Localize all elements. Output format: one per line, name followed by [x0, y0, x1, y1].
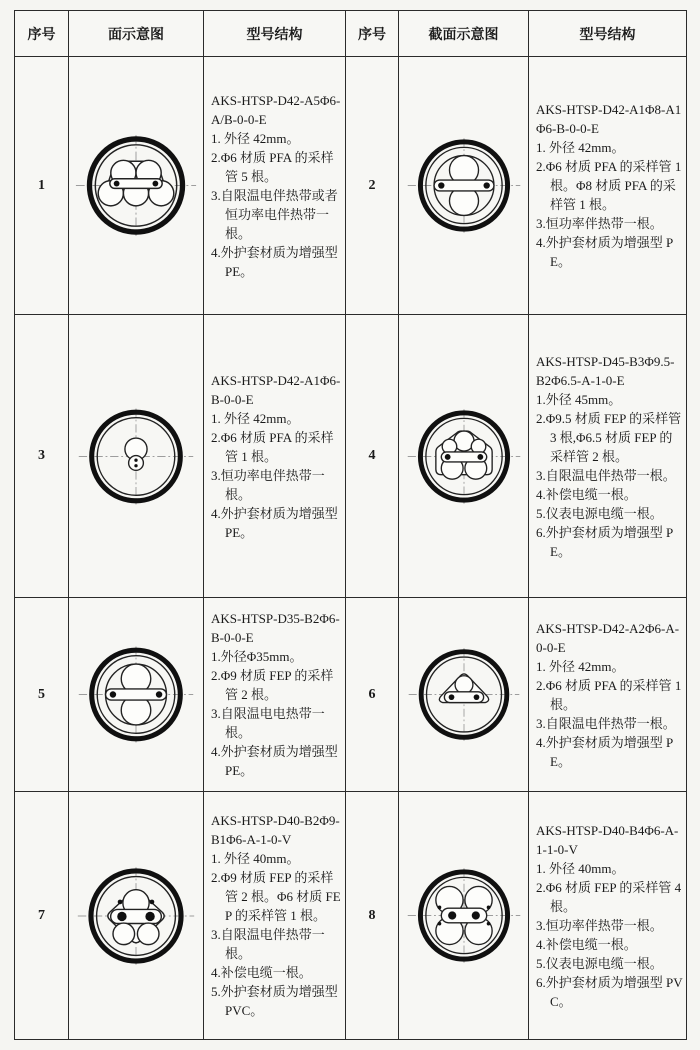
spec-line: 3.自限温电伴热带一根。: [211, 927, 325, 961]
col-header-serial-right: 序号: [346, 11, 399, 57]
cross-section-square-bundle-four-tubes-heat-band-icon: [405, 863, 523, 968]
diagram-cell: [69, 792, 204, 1040]
spec-line: 5.仪表电源电缆一根。: [536, 955, 663, 971]
model-code: AKS-HTSP-D42-A5Φ6-A/B-0-0-E: [211, 92, 341, 127]
model-code: AKS-HTSP-D40-B4Φ6-A-1-1-0-V: [536, 822, 679, 857]
cross-section-round-bundle-two-tubes-heat-band-icon: [405, 133, 523, 238]
model-structure-cell: [204, 57, 346, 315]
spec-list: [536, 390, 683, 561]
spec-line: 3.恒功率伴热带一根。: [536, 216, 663, 231]
spec-line: 1. 外径 42mm。: [211, 410, 300, 426]
spec-line: 4.外护套材质为增强型 PE。: [536, 734, 674, 769]
spec-line: 4.外护套材质为增强型 PE。: [211, 244, 338, 279]
spec-line: 1.外径Φ35mm。: [211, 649, 303, 664]
spec-sheet: [14, 10, 687, 1040]
spec-list: [536, 138, 683, 271]
spec-line: 5.外护套材质为增强型 PVC。: [211, 984, 338, 1018]
spec-list: [211, 849, 342, 1020]
spec-list: [536, 859, 683, 1011]
spec-line: 4.补偿电缆一根。: [211, 965, 312, 980]
serial-number: 6: [346, 598, 399, 792]
spec-line: 2.Φ9 材质 FEP 的采样管 2 根。: [211, 668, 334, 702]
table-header: [15, 11, 687, 57]
model-code: AKS-HTSP-D42-A1Φ6-B-0-0-E: [211, 372, 341, 407]
spec-list: [211, 409, 342, 542]
spec-line: 1.外径 45mm。: [536, 391, 622, 407]
spec-line: 4.补偿电缆一根。: [536, 486, 637, 502]
serial-number: 4: [346, 315, 399, 598]
spec-line: 3.恒功率伴热带一根。: [536, 917, 663, 933]
diagram-cell: [69, 315, 204, 598]
col-header-model-right: 型号结构: [529, 11, 687, 57]
model-code: AKS-HTSP-D42-A1Φ8-A1Φ6-B-0-0-E: [536, 102, 682, 136]
table-row: [15, 598, 687, 792]
model-structure-cell: [529, 792, 687, 1040]
col-header-diagram-right: 截面示意图: [399, 11, 529, 57]
spec-line: 1. 外径 42mm。: [536, 658, 625, 674]
spec-line: 6.外护套材质为增强型 PVC。: [536, 974, 683, 1009]
spec-line: 1. 外径 40mm。: [211, 851, 300, 866]
spec-line: 3.自限温电电热带一根。: [211, 706, 325, 740]
spec-line: 4.外护套材质为增强型 PE。: [536, 235, 674, 269]
spec-line: 2.Φ6 材质 FEP 的采样管 4 根。: [536, 879, 682, 914]
serial-number: 5: [15, 598, 69, 792]
col-header-serial-left: 序号: [15, 11, 69, 57]
diagram-cell: [399, 792, 529, 1040]
diagram-cell: [399, 315, 529, 598]
model-code: AKS-HTSP-D42-A2Φ6-A-0-0-E: [536, 620, 680, 655]
spec-list: [211, 647, 342, 780]
table-row: [15, 315, 687, 598]
spec-line: 1. 外径 42mm。: [211, 130, 300, 146]
table-row: [15, 792, 687, 1040]
col-header-diagram-left: 面示意图: [69, 11, 204, 57]
serial-number: 8: [346, 792, 399, 1040]
model-structure-cell: [529, 57, 687, 315]
cross-section-pentagon-bundle-five-tubes-heat-band-icon: [405, 404, 523, 509]
cross-section-single-tube-with-heater-icon: [76, 403, 196, 510]
spec-line: 4.外护套材质为增强型 PE。: [211, 505, 338, 540]
spec-line: 2.Φ6 材质 PFA 的采样管 5 根。: [211, 149, 334, 184]
cross-section-diamond-bundle-three-tubes-heat-band-icon: [75, 863, 197, 969]
serial-number: 2: [346, 57, 399, 315]
serial-number: 7: [15, 792, 69, 1040]
diagram-cell: [399, 598, 529, 792]
spec-list: [536, 657, 683, 771]
spec-line: 4.外护套材质为增强型 PE。: [211, 744, 338, 778]
cross-section-triangle-bundle-one-tube-heat-band-icon: [406, 643, 522, 746]
model-structure-cell: [529, 315, 687, 598]
col-header-model-left: 型号结构: [204, 11, 346, 57]
spec-line: 2.Φ9.5 材质 FEP 的采样管 3 根,Φ6.5 材质 FEP 的采样管 2 根。: [536, 410, 682, 464]
spec-line: 2.Φ6 材质 PFA 的采样管 1 根。: [536, 677, 682, 712]
model-structure-cell: [204, 792, 346, 1040]
diagram-cell: [69, 598, 204, 792]
model-structure-cell: [204, 598, 346, 792]
spec-line: 5.仪表电源电缆一根。: [536, 505, 663, 521]
cable-spec-table: [14, 10, 687, 1040]
spec-line: 3.自限温电伴热带或者恒功率电伴热带一根。: [211, 187, 338, 241]
spec-line: 1. 外径 42mm。: [536, 140, 625, 155]
diagram-cell: [69, 57, 204, 315]
spec-line: 1. 外径 40mm。: [536, 860, 625, 876]
diagram-cell: [399, 57, 529, 315]
serial-number: 3: [15, 315, 69, 598]
spec-list: [211, 129, 342, 281]
spec-line: 2.Φ6 材质 PFA 的采样管 1 根。Φ8 材质 PFA 的采样管 1 根。: [536, 159, 682, 212]
spec-line: 6.外护套材质为增强型 PE。: [536, 524, 674, 559]
header-row: [15, 11, 687, 57]
spec-line: 4.补偿电缆一根。: [536, 936, 637, 952]
spec-line: 2.Φ9 材质 FEP 的采样管 2 根。Φ6 材质 FEP 的采样管 1 根。: [211, 870, 341, 923]
serial-number: 1: [15, 57, 69, 315]
model-code: AKS-HTSP-D40-B2Φ9-B1Φ6-A-1-0-V: [211, 813, 340, 847]
model-structure-cell: [529, 598, 687, 792]
model-code: AKS-HTSP-D35-B2Φ6-B-0-0-E: [211, 611, 340, 645]
spec-line: 2.Φ6 材质 PFA 的采样管 1 根。: [211, 429, 334, 464]
cross-section-round-bundle-two-tubes-heat-band-icon: [76, 642, 196, 747]
cross-section-trapezoid-bundle-five-tubes-icon: [73, 132, 199, 239]
spec-line: 3.恒功率电伴热带一根。: [211, 467, 325, 502]
table-row: [15, 57, 687, 315]
spec-line: 3.自限温电伴热带一根。: [536, 467, 676, 483]
spec-line: 3.自限温电伴热带一根。: [536, 715, 676, 731]
model-structure-cell: [204, 315, 346, 598]
model-code: AKS-HTSP-D45-B3Φ9.5-B2Φ6.5-A-1-0-E: [536, 353, 675, 388]
